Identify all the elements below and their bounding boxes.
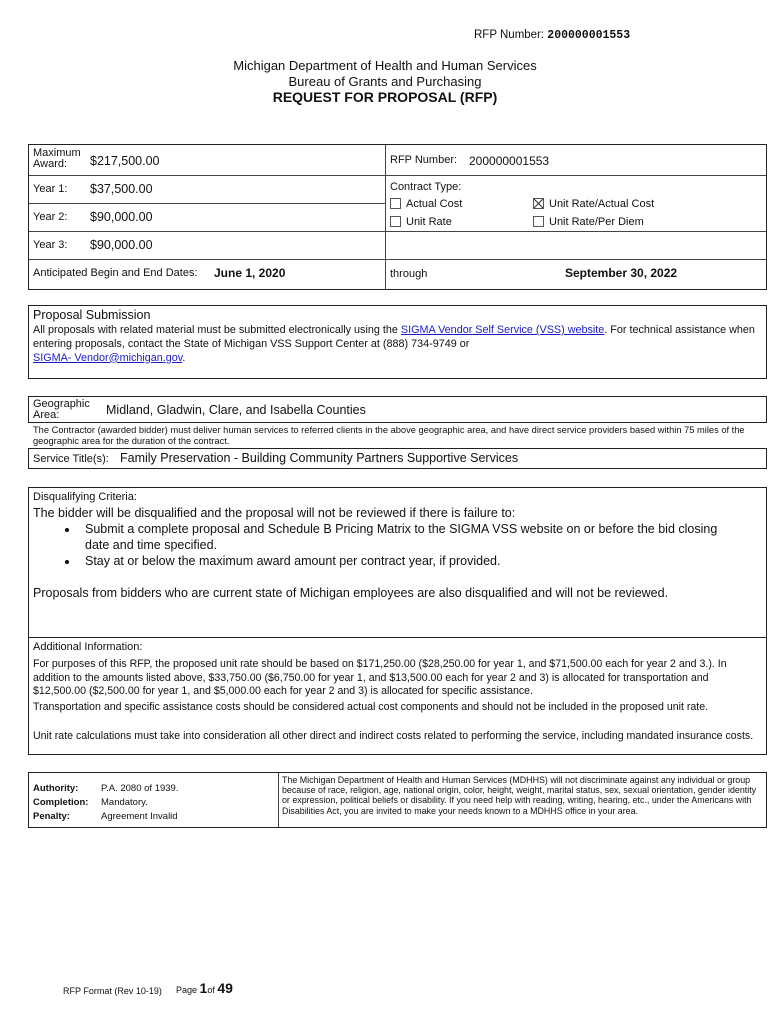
authority-block bbox=[33, 782, 178, 824]
year3-label: Year 3: bbox=[33, 239, 68, 251]
header-rfp-number-label: RFP Number: bbox=[474, 29, 545, 41]
additional-info-label: Additional Information: bbox=[33, 641, 143, 653]
checkbox-unit-rate-actual-cost[interactable] bbox=[533, 198, 544, 209]
year1-value: $37,500.00 bbox=[90, 182, 153, 196]
disqualifying-item: • Submit a complete proposal and Schedule B Pricing Matrix to the SIGMA VSS website on or before the bid closing date and time specified. bbox=[79, 522, 743, 553]
footer-form-number: RFP Format (Rev 10-19) bbox=[63, 986, 162, 996]
geographic-area-label: Geographic Area: bbox=[33, 398, 90, 421]
nondiscrimination-statement: The Michigan Department of Health and Human Services (MDHHS) will not discriminate against any individual or group because of race, religion, age, national origin, color, height, weight, marital status, sex, sexual orientation, gender identity or expression, political beliefs or disability. If you need help with reading, writing, hearing, etc., under the Americans with Disabilities Act, you are invited to make your needs known to a MDHHS office in your area. bbox=[282, 775, 757, 816]
dates-label: Anticipated Begin and End Dates: bbox=[33, 267, 198, 279]
footer-page-number: Page 1of 49 bbox=[176, 980, 233, 996]
geographic-area-note: The Contractor (awarded bidder) must deliver human services to referred clients in the above geographic area, and have direct service providers based within 75 miles of the geographic area for the duration of the contract. bbox=[33, 425, 745, 446]
begin-date: June 1, 2020 bbox=[214, 266, 286, 280]
checkbox-actual-cost[interactable] bbox=[390, 198, 401, 209]
disqualifying-employees: Proposals from bidders who are current state of Michigan employees are also disqualified and will not be reviewed. bbox=[33, 586, 669, 600]
through-label: through bbox=[390, 268, 428, 280]
disqualifying-criteria-label: Disqualifying Criteria: bbox=[33, 491, 137, 503]
penalty-label: Penalty: bbox=[33, 811, 70, 822]
year3-value: $90,000.00 bbox=[90, 238, 153, 252]
authority-value: P.A. 2080 of 1939. bbox=[101, 783, 179, 794]
disqualifying-intro: The bidder will be disqualified and the proposal will not be reviewed if there is failure to: bbox=[33, 506, 516, 520]
rfp-number-value: 200000001553 bbox=[469, 154, 550, 168]
max-award-label: Maximum Award: bbox=[33, 147, 81, 170]
check-x-icon bbox=[533, 198, 544, 209]
contract-type-actual-cost: Actual Cost bbox=[406, 198, 463, 210]
disqualifying-list bbox=[33, 522, 743, 571]
geographic-area-value: Midland, Gladwin, Clare, and Isabella Counties bbox=[106, 403, 366, 417]
additional-info-p1: For purposes of this RFP, the proposed unit rate should be based on $171,250.00 ($28,250.00 for year 1, and $71,500.00 each for year 2 and 3.). In addition to the amounts listed above, $33,750.00 ($6,750.00 for year 1, and $13,500.00 each for year 2 and 3) is allocated for transportation and $12,500.00 ($2,500.00 for year 1, and $5,000.00 each for year 2 and 3) is allocated for specific assistance. bbox=[33, 658, 727, 698]
additional-info-p2: Transportation and specific assistance costs should be considered actual cost components and should not be included in the proposed unit rate. bbox=[33, 701, 709, 713]
completion-value: Mandatory. bbox=[101, 797, 148, 808]
header-rfp-number bbox=[474, 29, 630, 42]
sigma-vendor-email-link[interactable]: SIGMA- Vendor@michigan.gov bbox=[33, 351, 183, 364]
completion-label: Completion: bbox=[33, 797, 89, 808]
bureau-name: Bureau of Grants and Purchasing bbox=[288, 74, 482, 89]
rfp-number-label: RFP Number: bbox=[390, 154, 458, 166]
checkbox-unit-rate[interactable] bbox=[390, 216, 401, 227]
contract-type-unit-rate-actual-cost: Unit Rate/Actual Cost bbox=[549, 198, 655, 210]
penalty-value: Agreement Invalid bbox=[101, 811, 178, 822]
checkbox-unit-rate-per-diem[interactable] bbox=[533, 216, 544, 227]
header-rfp-number-value: 200000001553 bbox=[547, 29, 631, 42]
proposal-submission-title: Proposal Submission bbox=[33, 308, 151, 322]
department-name: Michigan Department of Health and Human Services bbox=[233, 58, 537, 73]
year2-label: Year 2: bbox=[33, 211, 68, 223]
disqualifying-item: • Stay at or below the maximum award amount per contract year, if provided. bbox=[79, 554, 743, 570]
service-title-label: Service Title(s): bbox=[33, 453, 109, 465]
service-title-value: Family Preservation - Building Community Partners Supportive Services bbox=[120, 451, 519, 465]
contract-type-unit-rate-per-diem: Unit Rate/Per Diem bbox=[549, 216, 644, 228]
contract-type-unit-rate: Unit Rate bbox=[406, 216, 452, 228]
authority-label: Authority: bbox=[33, 783, 79, 794]
proposal-submission-text: All proposals with related material must be submitted electronically using the SIGMA Vendor Self Service (VSS) website. For technical assistance when entering proposals, contact the State of Michigan VSS Support Center at (888) 734-9749 or SIGMA- Vendor@michigan.gov. bbox=[33, 324, 755, 364]
max-award-value: $217,500.00 bbox=[90, 154, 160, 168]
additional-info-p3: Unit rate calculations must take into consideration all other direct and indirect costs related to performing the service, including mandated insurance costs. bbox=[33, 730, 754, 742]
sigma-vss-link[interactable]: SIGMA Vendor Self Service (VSS) website bbox=[400, 324, 605, 336]
page-title: REQUEST FOR PROPOSAL (RFP) bbox=[272, 89, 498, 105]
year1-label: Year 1: bbox=[33, 183, 68, 195]
contract-type-label: Contract Type: bbox=[390, 181, 462, 193]
end-date: September 30, 2022 bbox=[565, 266, 678, 280]
year2-value: $90,000.00 bbox=[90, 210, 153, 224]
